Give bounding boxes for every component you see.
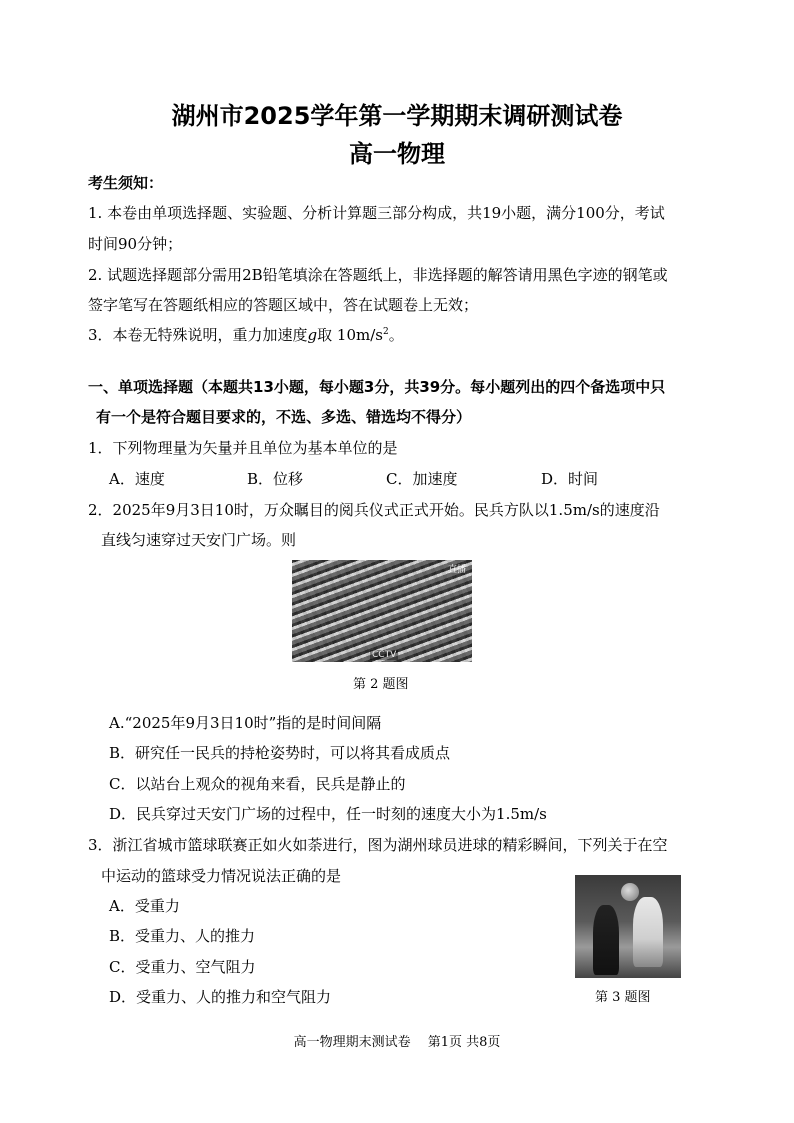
parade-photo-watermark: CCTV xyxy=(372,650,397,660)
notice-item-2-line-1: 2. 试题选择题部分需用2B铅笔填涂在答题纸上，非选择题的解答请用黑色字迹的钢笔或 xyxy=(88,266,668,284)
exam-title: 湖州市2025学年第一学期期末调研测试卷 xyxy=(171,102,623,130)
q3-option-c[interactable]: C．受重力、空气阻力 xyxy=(109,958,256,976)
page-footer: 高一物理期末测试卷 第1页 共8页 xyxy=(293,1035,501,1050)
q1-option-b[interactable]: B．位移 xyxy=(247,470,304,488)
notice-item-3-exponent: 2 xyxy=(383,327,389,337)
notice-item-3-text: 3．本卷无特殊说明，重力加速度 xyxy=(88,326,308,344)
q2-stem-line-1: 2．2025年9月3日10时，万众瞩目的阅兵仪式正式开始。民兵方队以1.5m/s的速度沿 xyxy=(88,501,660,519)
basketball-icon xyxy=(621,883,639,901)
notice-item-3-end: 。 xyxy=(388,326,404,344)
q1-stem: 1．下列物理量为矢量并且单位为基本单位的是 xyxy=(88,439,398,457)
q2-figure-caption: 第 2 题图 xyxy=(353,677,409,692)
notice-item-3-value: 取 10m/s xyxy=(317,326,383,344)
q1-option-c[interactable]: C．加速度 xyxy=(386,470,458,488)
q2-option-a[interactable]: A.“2025年9月3日10时”指的是时间间隔 xyxy=(109,714,382,732)
q3-option-d[interactable]: D．受重力、人的推力和空气阻力 xyxy=(109,988,332,1006)
parade-photo xyxy=(292,560,472,662)
gravity-symbol: g xyxy=(307,326,318,344)
shooter-figure xyxy=(633,897,663,967)
basketball-photo xyxy=(575,875,681,978)
q2-option-b[interactable]: B．研究任一民兵的持枪姿势时，可以将其看成质点 xyxy=(109,744,451,762)
q3-option-b[interactable]: B．受重力、人的推力 xyxy=(109,927,256,945)
notice-item-3 xyxy=(88,324,404,345)
notice-item-1-line-2: 时间90分钟； xyxy=(88,235,183,253)
q1-option-a[interactable]: A．速度 xyxy=(109,470,165,488)
notice-heading: 考生须知： xyxy=(88,174,164,192)
q3-figure-caption: 第 3 题图 xyxy=(595,990,651,1005)
section-1-heading-line-2: 有一个是符合题目要求的，不选、多选、错选均不得分） xyxy=(96,408,472,426)
defender-figure xyxy=(593,905,619,975)
exam-subtitle: 高一物理 xyxy=(349,140,445,168)
q3-stem-line-1: 3．浙江省城市篮球联赛正如火如荼进行，图为湖州球员进球的精彩瞬间，下列关于在空 xyxy=(88,836,668,854)
q2-option-c[interactable]: C．以站台上观众的视角来看，民兵是静止的 xyxy=(109,775,406,793)
q3-stem-line-2: 中运动的篮球受力情况说法正确的是 xyxy=(101,867,342,885)
parade-photo-tag: 直播 xyxy=(447,565,466,575)
notice-item-2-line-2: 签字笔写在答题纸相应的答题区域中，答在试题卷上无效； xyxy=(88,296,479,314)
notice-item-1-line-1: 1. 本卷由单项选择题、实验题、分析计算题三部分构成，共19小题，满分100分，考试 xyxy=(88,204,665,222)
q2-option-d[interactable]: D．民兵穿过天安门广场的过程中，任一时刻的速度大小为1.5m/s xyxy=(109,805,547,823)
q1-option-d[interactable]: D．时间 xyxy=(541,470,599,488)
q2-stem-line-2: 直线匀速穿过天安门广场。则 xyxy=(101,531,297,549)
q3-option-a[interactable]: A．受重力 xyxy=(109,897,180,915)
section-1-heading-line-1: 一、单项选择题（本题共13小题，每小题3分，共39分。每小题列出的四个备选项中只 xyxy=(88,378,666,396)
